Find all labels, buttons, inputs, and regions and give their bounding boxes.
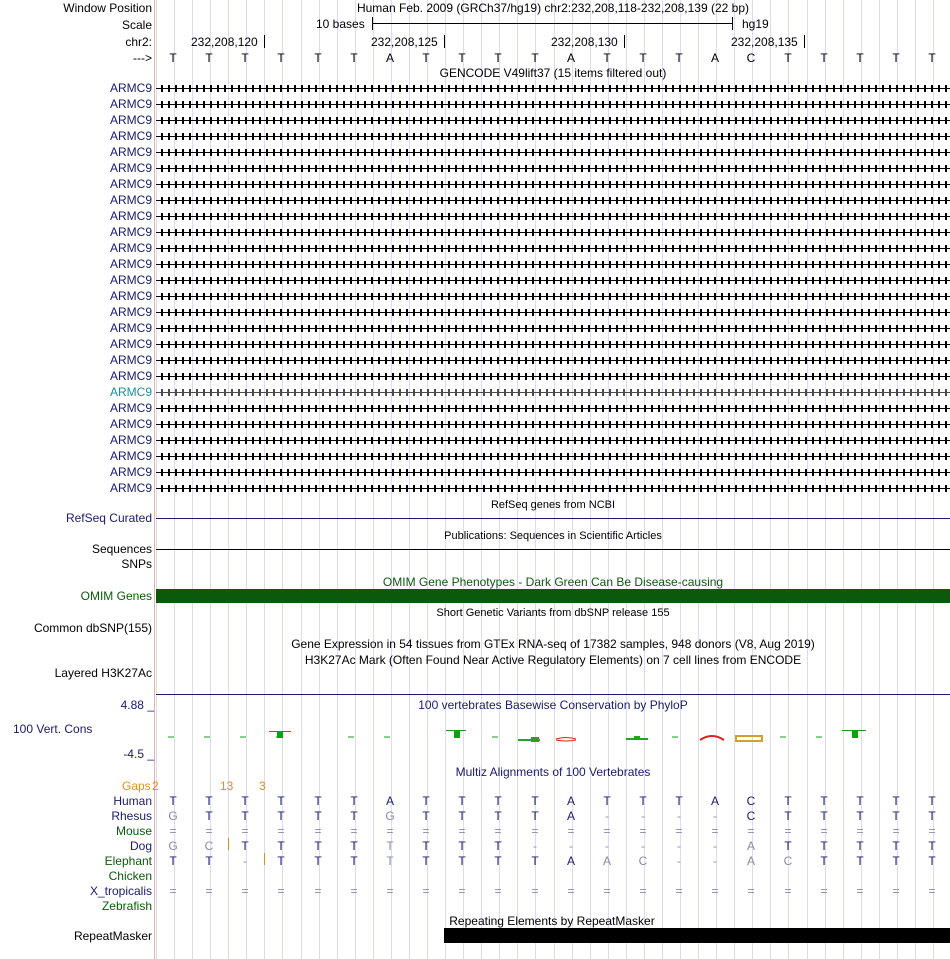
alignment-base: C bbox=[746, 794, 756, 808]
gencode-transcript-line[interactable] bbox=[156, 309, 950, 316]
label-divider bbox=[154, 0, 155, 959]
gencode-transcript-line[interactable] bbox=[156, 405, 950, 412]
alignment-base: = bbox=[675, 824, 683, 838]
scale-text: 10 bases bbox=[316, 17, 365, 31]
omim-genes-label[interactable]: OMIM Genes bbox=[80, 589, 152, 603]
sequence-base: T bbox=[314, 51, 322, 65]
alignment-base: = bbox=[458, 824, 466, 838]
sequence-base: T bbox=[169, 51, 177, 65]
alignment-base: = bbox=[747, 824, 755, 838]
alignment-base: T bbox=[314, 794, 322, 808]
alignment-base: A bbox=[746, 854, 755, 868]
alignment-base: T bbox=[531, 794, 539, 808]
sequence-base: T bbox=[856, 51, 864, 65]
alignment-base: = bbox=[350, 884, 358, 898]
species-label[interactable]: Chicken bbox=[108, 869, 152, 883]
alignment-base: T bbox=[205, 794, 213, 808]
species-label[interactable]: Dog bbox=[129, 839, 152, 853]
gap-count: 13 bbox=[220, 779, 234, 793]
sequences-label[interactable]: Sequences bbox=[91, 542, 152, 556]
sequence-base: A bbox=[710, 51, 719, 65]
alignment-base: - bbox=[533, 839, 537, 853]
alignment-base: - bbox=[641, 839, 645, 853]
alignment-base: A bbox=[602, 854, 611, 868]
alignment-base: T bbox=[494, 809, 502, 823]
alignment-base: = bbox=[531, 824, 539, 838]
position-tick-4: 232,208,135 bbox=[731, 35, 798, 49]
alignment-base: T bbox=[856, 839, 864, 853]
multiz-track-title: Multiz Alignments of 100 Vertebrates bbox=[455, 765, 651, 779]
alignment-base: - bbox=[677, 854, 681, 868]
gencode-gene-label[interactable]: ARMC9 bbox=[109, 337, 152, 351]
gencode-transcript-line[interactable] bbox=[156, 149, 950, 156]
gencode-transcript-line[interactable] bbox=[156, 293, 950, 300]
repeat-element-bar[interactable] bbox=[444, 928, 950, 943]
gridline bbox=[481, 0, 482, 959]
alignment-base: T bbox=[820, 794, 828, 808]
alignment-base: G bbox=[168, 809, 178, 823]
gencode-gene-label[interactable]: ARMC9 bbox=[109, 465, 152, 479]
alignment-base: = bbox=[639, 824, 647, 838]
alignment-base: = bbox=[277, 884, 285, 898]
gridline bbox=[301, 0, 302, 959]
alignment-base: A bbox=[566, 809, 575, 823]
alignment-base: = bbox=[892, 824, 900, 838]
sequence-base: A bbox=[566, 51, 575, 65]
gencode-gene-label[interactable]: ARMC9 bbox=[109, 225, 152, 239]
gridline bbox=[192, 0, 193, 959]
snps-label[interactable]: SNPs bbox=[121, 557, 152, 571]
alignment-base: T bbox=[784, 809, 792, 823]
repeatmasker-label[interactable]: RepeatMasker bbox=[73, 929, 152, 943]
alignment-base: = bbox=[205, 884, 213, 898]
alignment-base: C bbox=[746, 809, 756, 823]
alignment-base: T bbox=[531, 809, 539, 823]
alignment-base: = bbox=[567, 824, 575, 838]
sequence-base: T bbox=[422, 51, 430, 65]
alignment-base: = bbox=[711, 884, 719, 898]
alignment-base: = bbox=[422, 824, 430, 838]
gencode-gene-label[interactable]: ARMC9 bbox=[109, 353, 152, 367]
alignment-base: G bbox=[385, 809, 395, 823]
window-position-label: Window Position bbox=[63, 1, 152, 15]
gencode-gene-label[interactable]: ARMC9 bbox=[109, 289, 152, 303]
gencode-gene-label[interactable]: ARMC9 bbox=[109, 97, 152, 111]
alignment-base: = bbox=[205, 824, 213, 838]
alignment-base: T bbox=[314, 839, 322, 853]
alignment-base: = bbox=[747, 884, 755, 898]
gencode-gene-label[interactable]: ARMC9 bbox=[109, 193, 152, 207]
alignment-base: T bbox=[494, 839, 502, 853]
alignment-base: = bbox=[350, 824, 358, 838]
insertion-marker bbox=[228, 838, 229, 850]
alignment-base: - bbox=[641, 809, 645, 823]
gencode-gene-label[interactable]: ARMC9 bbox=[109, 113, 152, 127]
gencode-gene-label[interactable]: ARMC9 bbox=[109, 241, 152, 255]
gencode-gene-label[interactable]: ARMC9 bbox=[109, 145, 152, 159]
alignment-base: T bbox=[892, 854, 900, 868]
gencode-gene-label[interactable]: ARMC9 bbox=[109, 177, 152, 191]
gridline bbox=[228, 0, 229, 959]
gridline bbox=[662, 0, 663, 959]
alignment-base: A bbox=[710, 794, 719, 808]
layered-h3k27ac-label[interactable]: Layered H3K27Ac bbox=[54, 666, 152, 680]
alignment-base: T bbox=[205, 854, 213, 868]
alignment-base: T bbox=[494, 794, 502, 808]
sequence-base: T bbox=[494, 51, 502, 65]
gencode-transcript-line[interactable] bbox=[156, 181, 950, 188]
gencode-transcript-line[interactable] bbox=[156, 453, 950, 460]
gridline bbox=[915, 0, 916, 959]
chr-label: chr2: bbox=[125, 35, 152, 49]
gencode-transcript-line[interactable] bbox=[156, 469, 950, 476]
sequence-base: C bbox=[746, 51, 756, 65]
gap-count: 2 bbox=[152, 779, 159, 793]
alignment-base: T bbox=[928, 854, 936, 868]
sequence-base: T bbox=[205, 51, 213, 65]
sequence-base: T bbox=[639, 51, 647, 65]
alignment-base: = bbox=[784, 824, 792, 838]
alignment-base: T bbox=[314, 809, 322, 823]
gencode-transcript-line[interactable] bbox=[156, 421, 950, 428]
alignment-base: = bbox=[458, 884, 466, 898]
alignment-base: T bbox=[386, 839, 394, 853]
alignment-base: G bbox=[168, 839, 178, 853]
alignment-base: = bbox=[856, 884, 864, 898]
gridline bbox=[734, 0, 735, 959]
position-tick-mark-2 bbox=[444, 35, 445, 48]
alignment-base: A bbox=[566, 854, 575, 868]
alignment-base: T bbox=[350, 794, 358, 808]
alignment-base: T bbox=[856, 854, 864, 868]
alignment-base: = bbox=[675, 884, 683, 898]
gridline bbox=[337, 0, 338, 959]
alignment-base: - bbox=[677, 839, 681, 853]
alignment-base: = bbox=[603, 884, 611, 898]
gencode-transcript-line[interactable] bbox=[156, 437, 950, 444]
alignment-base: - bbox=[605, 809, 609, 823]
alignment-base: T bbox=[928, 794, 936, 808]
gridline bbox=[373, 0, 374, 959]
gencode-gene-label[interactable]: ARMC9 bbox=[109, 273, 152, 287]
alignment-base: T bbox=[314, 854, 322, 868]
gridline bbox=[626, 0, 627, 959]
alignment-base: T bbox=[494, 854, 502, 868]
alignment-base: = bbox=[639, 884, 647, 898]
alignment-base: = bbox=[314, 824, 322, 838]
gencode-transcript-line[interactable] bbox=[156, 229, 950, 236]
refseq-gene-line[interactable] bbox=[156, 518, 950, 519]
species-label[interactable]: Rhesus bbox=[111, 809, 152, 823]
species-label[interactable]: Mouse bbox=[115, 824, 152, 838]
alignment-base: T bbox=[422, 794, 430, 808]
alignment-base: T bbox=[277, 809, 285, 823]
alignment-base: T bbox=[820, 839, 828, 853]
scale-label: Scale bbox=[121, 18, 152, 32]
gencode-transcript-line[interactable] bbox=[156, 85, 950, 92]
scale-db-label: hg19 bbox=[742, 17, 769, 31]
alignment-base: = bbox=[711, 824, 719, 838]
alignment-base: - bbox=[605, 839, 609, 853]
alignment-base: - bbox=[713, 809, 717, 823]
sequence-base: T bbox=[350, 51, 358, 65]
alignment-base: = bbox=[928, 824, 936, 838]
sequence-base: T bbox=[277, 51, 285, 65]
gencode-transcript-line[interactable] bbox=[156, 357, 950, 364]
position-tick-3: 232,208,130 bbox=[551, 35, 618, 49]
alignment-base: = bbox=[820, 884, 828, 898]
alignment-base: = bbox=[856, 824, 864, 838]
alignment-base: A bbox=[746, 839, 755, 853]
gridline bbox=[445, 0, 446, 959]
alignment-base: = bbox=[892, 884, 900, 898]
gencode-transcript-line[interactable] bbox=[156, 485, 950, 492]
alignment-base: T bbox=[277, 854, 285, 868]
alignment-base: = bbox=[494, 824, 502, 838]
alignment-base: T bbox=[277, 839, 285, 853]
gencode-gene-label[interactable]: ARMC9 bbox=[109, 129, 152, 143]
vert-cons-label[interactable]: 100 Vert. Cons bbox=[13, 722, 93, 736]
alignment-base: = bbox=[603, 824, 611, 838]
omim-track-title: OMIM Gene Phenotypes - Dark Green Can Be Disease-causing bbox=[382, 575, 724, 589]
alignment-base: - bbox=[569, 839, 573, 853]
gencode-gene-label[interactable]: ARMC9 bbox=[109, 481, 152, 495]
alignment-base: T bbox=[820, 809, 828, 823]
gencode-gene-label[interactable]: ARMC9 bbox=[109, 369, 152, 383]
position-tick-2: 232,208,125 bbox=[371, 35, 438, 49]
refseq-track-title: RefSeq genes from NCBI bbox=[490, 499, 616, 511]
sequence-base: A bbox=[385, 51, 394, 65]
gencode-transcript-line[interactable] bbox=[156, 325, 950, 332]
gencode-gene-label[interactable]: ARMC9 bbox=[109, 385, 152, 399]
alignment-base: T bbox=[928, 809, 936, 823]
gencode-transcript-line[interactable] bbox=[156, 117, 950, 124]
sequences-line[interactable] bbox=[156, 549, 950, 550]
alignment-base: T bbox=[639, 794, 647, 808]
gridline bbox=[879, 0, 880, 959]
insertion-marker bbox=[264, 853, 265, 865]
alignment-base: C bbox=[783, 854, 793, 868]
sequence-base: T bbox=[675, 51, 683, 65]
gencode-gene-label[interactable]: ARMC9 bbox=[109, 81, 152, 95]
gridline bbox=[843, 0, 844, 959]
gencode-transcript-line[interactable] bbox=[156, 197, 950, 204]
gridline bbox=[156, 0, 157, 959]
gencode-track-title: GENCODE V49lift37 (15 items filtered out) bbox=[439, 66, 667, 80]
alignment-base: T bbox=[784, 839, 792, 853]
alignment-base: T bbox=[241, 839, 249, 853]
gridline bbox=[554, 0, 555, 959]
alignment-base: = bbox=[531, 884, 539, 898]
alignment-base: = bbox=[277, 824, 285, 838]
alignment-base: T bbox=[675, 794, 683, 808]
alignment-base: = bbox=[784, 884, 792, 898]
gap-count: 3 bbox=[259, 779, 266, 793]
position-tick-1: 232,208,120 bbox=[191, 35, 258, 49]
gridline bbox=[770, 0, 771, 959]
alignment-base: T bbox=[531, 854, 539, 868]
publications-track-title: Publications: Sequences in Scientific Articles bbox=[444, 530, 662, 542]
alignment-base: T bbox=[458, 809, 466, 823]
sequence-base: T bbox=[892, 51, 900, 65]
alignment-base: T bbox=[892, 839, 900, 853]
alignment-base: T bbox=[820, 854, 828, 868]
gencode-transcript-line[interactable] bbox=[156, 213, 950, 220]
gencode-transcript-line[interactable] bbox=[156, 101, 950, 108]
gencode-transcript-line[interactable] bbox=[156, 277, 950, 284]
species-label[interactable]: Elephant bbox=[104, 854, 152, 868]
alignment-base: T bbox=[241, 809, 249, 823]
position-tick-mark-1 bbox=[264, 35, 265, 48]
alignment-base: T bbox=[892, 794, 900, 808]
alignment-base: T bbox=[241, 794, 249, 808]
sequence-base: T bbox=[458, 51, 466, 65]
sequence-base: T bbox=[784, 51, 792, 65]
position-tick-mark-3 bbox=[624, 35, 625, 48]
gencode-gene-label[interactable]: ARMC9 bbox=[109, 161, 152, 175]
alignment-base: = bbox=[494, 884, 502, 898]
phylop-track-title: 100 vertebrates Basewise Conservation by PhyloP bbox=[418, 698, 688, 712]
alignment-base: T bbox=[892, 809, 900, 823]
alignment-base: = bbox=[169, 824, 177, 838]
scale-bar-right-tick bbox=[732, 17, 733, 30]
alignment-base: T bbox=[169, 854, 177, 868]
strand-label: ---> bbox=[133, 51, 152, 65]
gridline bbox=[264, 0, 265, 959]
gtex-track-title: Gene Expression in 54 tissues from GTEx RNA-seq of 17382 samples, 948 donors (V8, Aug 2019) bbox=[291, 637, 815, 651]
gencode-transcript-line[interactable] bbox=[156, 245, 950, 252]
gap-count: Gaps bbox=[122, 779, 151, 793]
gridline bbox=[698, 0, 699, 959]
alignment-base: T bbox=[386, 854, 394, 868]
scale-bar bbox=[372, 23, 733, 24]
alignment-base: T bbox=[422, 839, 430, 853]
alignment-base: = bbox=[169, 884, 177, 898]
repeatmasker-track-title: Repeating Elements by RepeatMasker bbox=[449, 914, 655, 928]
alignment-base: = bbox=[241, 884, 249, 898]
alignment-base: T bbox=[458, 839, 466, 853]
omim-gene-bar[interactable] bbox=[156, 589, 950, 603]
gencode-transcript-line[interactable] bbox=[156, 341, 950, 348]
species-label[interactable]: Zebrafish bbox=[101, 899, 152, 913]
alignment-base: C bbox=[204, 839, 214, 853]
alignment-base: T bbox=[458, 794, 466, 808]
cons-max-label: 4.88 _ bbox=[120, 698, 154, 712]
sequence-base: T bbox=[820, 51, 828, 65]
gridline bbox=[590, 0, 591, 959]
gencode-gene-label[interactable]: ARMC9 bbox=[109, 209, 152, 223]
refseq-curated-label[interactable]: RefSeq Curated bbox=[65, 511, 152, 525]
alignment-base: T bbox=[277, 794, 285, 808]
alignment-base: T bbox=[169, 794, 177, 808]
alignment-base: = bbox=[928, 884, 936, 898]
alignment-base: = bbox=[386, 884, 394, 898]
alignment-base: = bbox=[422, 884, 430, 898]
sequence-base: T bbox=[928, 51, 936, 65]
gencode-gene-label[interactable]: ARMC9 bbox=[109, 321, 152, 335]
alignment-base: C bbox=[638, 854, 648, 868]
species-label[interactable]: Human bbox=[113, 794, 152, 808]
dbsnp-track-title: Short Genetic Variants from dbSNP release 155 bbox=[436, 607, 670, 619]
alignment-base: = bbox=[386, 824, 394, 838]
gencode-transcript-line[interactable] bbox=[156, 133, 950, 140]
alignment-base: - bbox=[713, 839, 717, 853]
position-tick-mark-4 bbox=[804, 35, 805, 48]
alignment-base: = bbox=[567, 884, 575, 898]
gridline bbox=[517, 0, 518, 959]
alignment-base: T bbox=[350, 839, 358, 853]
alignment-base: T bbox=[422, 854, 430, 868]
alignment-base: T bbox=[603, 794, 611, 808]
gencode-gene-label[interactable]: ARMC9 bbox=[109, 401, 152, 415]
gencode-transcript-line[interactable] bbox=[156, 261, 950, 268]
gencode-transcript-line[interactable] bbox=[156, 165, 950, 172]
sequence-base: T bbox=[603, 51, 611, 65]
gridline bbox=[807, 0, 808, 959]
gencode-gene-label[interactable]: ARMC9 bbox=[109, 433, 152, 447]
gencode-gene-label[interactable]: ARMC9 bbox=[109, 449, 152, 463]
species-label[interactable]: X_tropicalis bbox=[89, 884, 152, 898]
sequence-base: T bbox=[531, 51, 539, 65]
alignment-base: T bbox=[350, 854, 358, 868]
gridline bbox=[409, 0, 410, 959]
sequence-base: T bbox=[241, 51, 249, 65]
alignment-base: - bbox=[713, 854, 717, 868]
alignment-base: A bbox=[385, 794, 394, 808]
alignment-base: = bbox=[241, 824, 249, 838]
gencode-gene-label[interactable]: ARMC9 bbox=[109, 257, 152, 271]
gencode-transcript-line[interactable] bbox=[156, 389, 950, 396]
alignment-base: T bbox=[458, 854, 466, 868]
alignment-base: T bbox=[856, 794, 864, 808]
alignment-base: - bbox=[243, 854, 247, 868]
alignment-base: = bbox=[820, 824, 828, 838]
alignment-base: T bbox=[856, 809, 864, 823]
alignment-base: T bbox=[928, 839, 936, 853]
alignment-base: A bbox=[566, 794, 575, 808]
alignment-base: = bbox=[314, 884, 322, 898]
alignment-base: T bbox=[205, 809, 213, 823]
alignment-base: - bbox=[677, 809, 681, 823]
alignment-base: T bbox=[784, 794, 792, 808]
h3k27ac-track-title: H3K27Ac Mark (Often Found Near Active Regulatory Elements) on 7 cell lines from ENCODE bbox=[304, 653, 802, 667]
alignment-base: T bbox=[422, 809, 430, 823]
gencode-transcript-line[interactable] bbox=[156, 373, 950, 380]
phylop-conservation-plot[interactable] bbox=[156, 726, 950, 746]
gencode-gene-label[interactable]: ARMC9 bbox=[109, 417, 152, 431]
common-dbsnp-label[interactable]: Common dbSNP(155) bbox=[33, 621, 152, 635]
alignment-base: T bbox=[350, 809, 358, 823]
h3k27ac-baseline bbox=[156, 694, 950, 695]
assembly-position-text: Human Feb. 2009 (GRCh37/hg19) chr2:232,208,118-232,208,139 (22 bp) bbox=[356, 1, 750, 15]
cons-min-label: -4.5 _ bbox=[123, 747, 154, 761]
gencode-gene-label[interactable]: ARMC9 bbox=[109, 305, 152, 319]
